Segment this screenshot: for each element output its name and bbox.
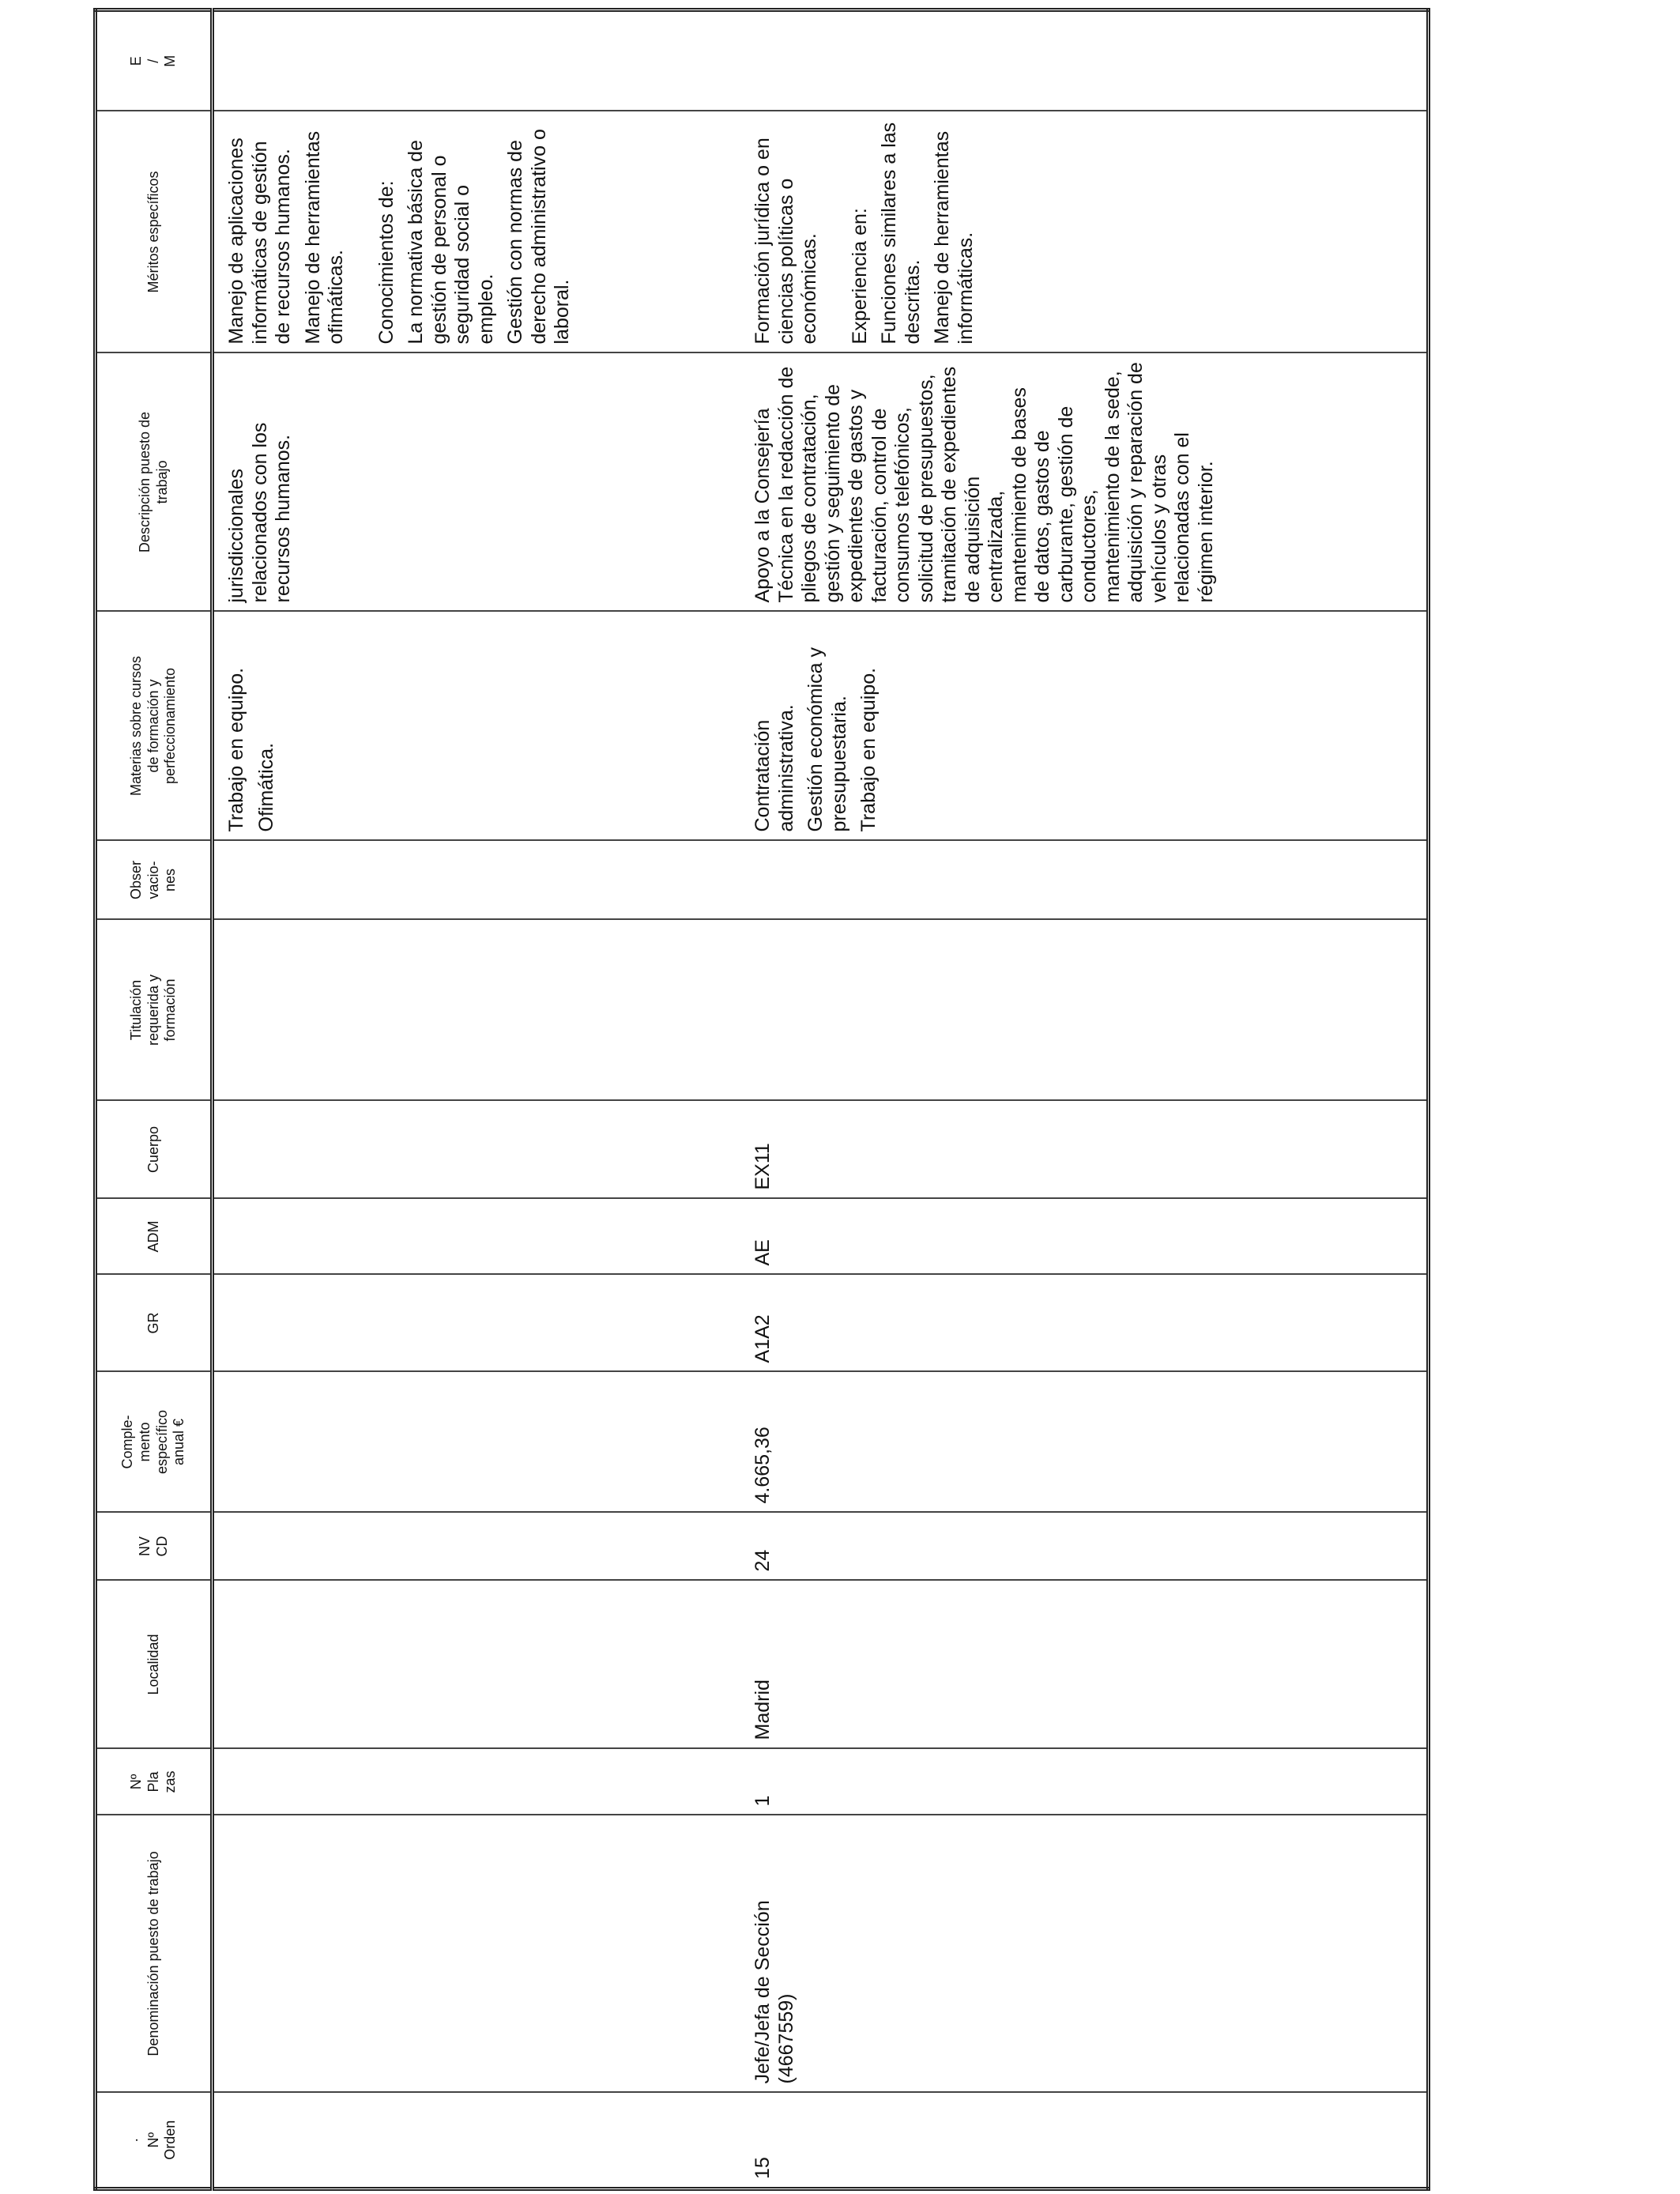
merito-item: Manejo de aplicaciones informáticas de gestión de recursos humanos. bbox=[225, 138, 294, 345]
cell-descripcion bbox=[213, 353, 1429, 612]
merito-item: Funciones similares a las descritas. bbox=[878, 122, 924, 345]
meritos-list bbox=[751, 119, 984, 345]
cell-cuerpo bbox=[213, 1101, 1429, 1199]
cell-grupo bbox=[213, 1275, 1429, 1372]
header-titulacion: Titulación requerida y formación bbox=[96, 920, 213, 1101]
cell-titulacion bbox=[213, 920, 1429, 1101]
header-descripcion: Descripción puesto de trabajo bbox=[96, 353, 213, 612]
materias-continuation bbox=[225, 619, 284, 832]
materia-item: Trabajo en equipo. bbox=[225, 667, 247, 832]
complemento-value: 4.665,36 bbox=[751, 1427, 774, 1504]
header-em: E / M bbox=[96, 10, 213, 111]
header-denominacion: Denominación puesto de trabajo bbox=[96, 1815, 213, 2093]
header-orden: · Nº Orden bbox=[96, 2093, 213, 2189]
materias-list bbox=[751, 619, 887, 832]
merito-item: Manejo de herramientas informáticas. bbox=[931, 130, 977, 345]
merito-item: Manejo de herramientas ofimáticas. bbox=[301, 130, 347, 345]
descripcion-value: Apoyo a la Consejería Técnica en la redacción de pliegos de contratación, gestión y seguimiento de expedientes de gastos y facturación, control de consumos telefónicos, solicitud de presupuestos, tramitación de expedientes de adquisición centralizada, mantenimiento de bases de datos, gastos de carburante, gestión de conductores, mantenimiento de la sede, adquisición y reparación de vehículos y otras relacionadas con el régimen interior. bbox=[751, 362, 1217, 603]
grupo-value: A1A2 bbox=[751, 1314, 774, 1363]
orden-value: 15 bbox=[751, 2157, 774, 2179]
header-grupo: GR bbox=[96, 1275, 213, 1372]
cell-complemento bbox=[213, 1372, 1429, 1513]
header-materias: Materias sobre cursos de formación y perfeccionamiento bbox=[96, 612, 213, 841]
materia-item: Gestión económica y presupuestaria. bbox=[804, 647, 850, 832]
cell-plazas bbox=[213, 1749, 1429, 1815]
header-meritos: Méritos específicos bbox=[96, 111, 213, 353]
materia-item: Trabajo en equipo. bbox=[857, 667, 880, 832]
rotated-page bbox=[93, 12, 1430, 2191]
materia-item: Ofimática. bbox=[254, 742, 277, 832]
cell-denominacion bbox=[213, 1815, 1429, 2093]
cell-nivel bbox=[213, 1513, 1429, 1581]
header-plazas: Nº Pla zas bbox=[96, 1749, 213, 1815]
header-complemento: Comple- mento específico anual € bbox=[96, 1372, 213, 1513]
denominacion-value: Jefe/Jefa de Sección (4667559) bbox=[751, 1900, 797, 2084]
cell-orden bbox=[213, 2093, 1429, 2189]
cell-meritos bbox=[213, 111, 1429, 353]
header-nivel: NV CD bbox=[96, 1513, 213, 1581]
cuerpo-value: EX11 bbox=[751, 1143, 774, 1190]
cell-materias bbox=[213, 612, 1429, 841]
cell-localidad bbox=[213, 1581, 1429, 1749]
merito-item: Formación jurídica o en ciencias políticas o económicas. bbox=[751, 138, 820, 345]
cell-em bbox=[213, 10, 1429, 111]
merito-item: La normativa básica de gestión de personal o seguridad social o empleo. bbox=[405, 140, 497, 345]
table-row bbox=[213, 10, 1429, 2189]
header-adm: ADM bbox=[96, 1199, 213, 1275]
cell-observaciones bbox=[213, 841, 1429, 920]
merito-item: Gestión con normas de derecho administrativo o laboral. bbox=[504, 129, 573, 345]
materia-item: Contratación administrativa. bbox=[751, 704, 797, 832]
meritos-continuation bbox=[225, 119, 581, 345]
plazas-value: 1 bbox=[751, 1795, 774, 1807]
nivel-value: 24 bbox=[751, 1549, 774, 1572]
cell-adm bbox=[213, 1199, 1429, 1275]
header-observaciones: Obser vacio- nes bbox=[96, 841, 213, 920]
adm-value: AE bbox=[751, 1239, 774, 1266]
positions-table bbox=[93, 8, 1430, 2191]
descripcion-continuation: jurisdiccionales relacionados con los recursos humanos. bbox=[225, 422, 294, 603]
header-row bbox=[96, 10, 213, 2189]
header-cuerpo: Cuerpo bbox=[96, 1101, 213, 1199]
merito-item: Conocimientos de: bbox=[375, 180, 397, 345]
header-localidad: Localidad bbox=[96, 1581, 213, 1749]
localidad-value: Madrid bbox=[751, 1679, 774, 1740]
merito-item: Experiencia en: bbox=[848, 208, 871, 345]
